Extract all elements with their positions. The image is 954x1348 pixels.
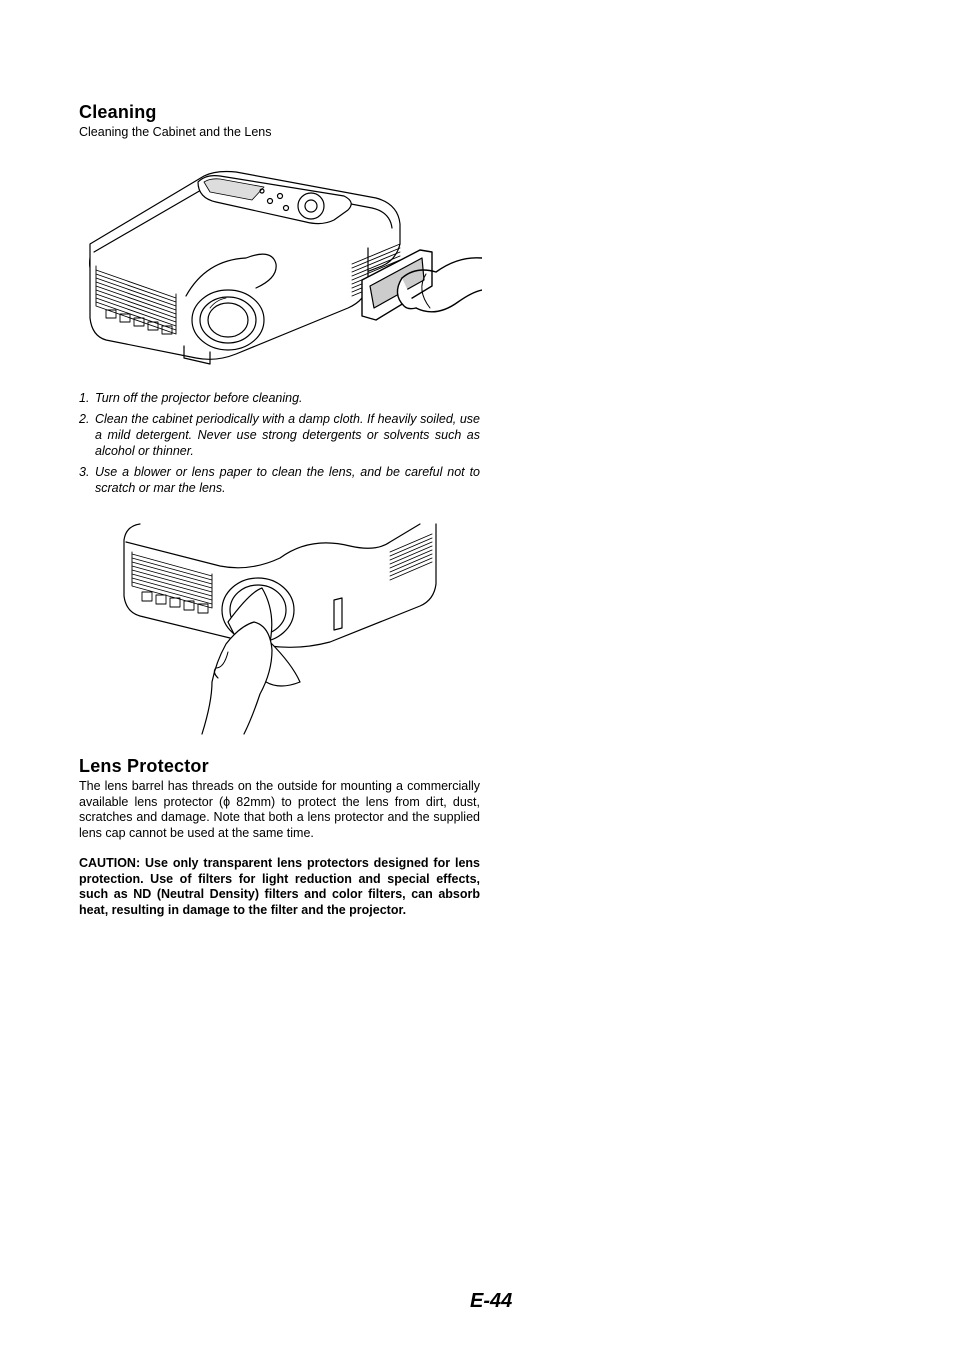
step-number: 3. <box>79 465 90 479</box>
cleaning-steps <box>79 390 480 501</box>
step-text: Use a blower or lens paper to clean the lens, and be careful not to scratch or mar the lens. <box>95 465 480 495</box>
cleaning-step-1 <box>79 390 480 406</box>
cleaning-step-2 <box>79 411 480 459</box>
step-number: 1. <box>79 391 90 405</box>
page-number: E-44 <box>470 1290 513 1312</box>
lens-wiping-illustration <box>120 522 438 736</box>
lens-protector-body: The lens barrel has threads on the outside for mounting a commercially available lens protector (ϕ 82mm) to protect the lens from dirt, dust, scratches and damage. Note that both a lens protector and the supplied lens cap cannot be used at the same time. <box>79 779 480 840</box>
projector-vacuum-illustration <box>86 168 482 374</box>
step-text: Turn off the projector before cleaning. <box>95 391 303 405</box>
step-text: Clean the cabinet periodically with a damp cloth. If heavily soiled, use a mild detergent. Never use strong detergents or solvents such as alcohol or thinner. <box>95 412 480 458</box>
lens-protector-heading: Lens Protector <box>79 756 209 776</box>
caution-text: CAUTION: Use only transparent lens protectors designed for lens protection. Use of filters for light reduction and special effects, such as ND (Neutral Density) filters and color filters, can absorb heat, resulting in damage to the filter and the projector. <box>79 856 480 917</box>
cleaning-heading: Cleaning <box>79 102 157 122</box>
step-number: 2. <box>79 412 90 426</box>
cleaning-subtitle: Cleaning the Cabinet and the Lens <box>79 125 272 139</box>
cleaning-step-3 <box>79 464 480 496</box>
